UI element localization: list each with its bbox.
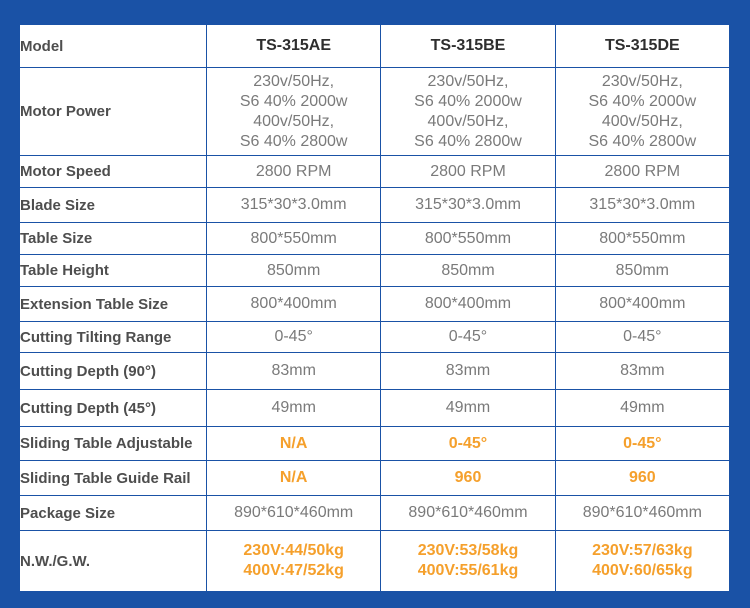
sliding-table-adjustable-value: N/A [207, 427, 381, 461]
cutting-depth-90-value: 83mm [381, 353, 555, 390]
package-size-value: 890*610*460mm [207, 496, 381, 531]
row-label-sliding-table-adjustable: Sliding Table Adjustable [20, 427, 207, 461]
spec-table-frame [19, 24, 730, 591]
value-line: 400v/50Hz, [601, 112, 683, 130]
table-row [20, 322, 730, 353]
sliding-table-guide-rail-value: 960 [381, 461, 555, 496]
model-header-label: Model [20, 25, 207, 68]
value-line: S6 40% 2000w [414, 92, 522, 110]
table-row [20, 68, 730, 156]
value-line: S6 40% 2800w [588, 132, 697, 150]
motor-speed-value: 2800 RPM [381, 156, 555, 188]
row-label-table-height: Table Height [20, 255, 207, 287]
value-line: 230v/50Hz, [601, 72, 683, 90]
sliding-table-guide-rail-value: N/A [207, 461, 381, 496]
extension-table-size-value: 800*400mm [381, 287, 555, 322]
row-label-extension-table-size: Extension Table Size [20, 287, 207, 322]
value-line: 230V:57/63kg [592, 542, 693, 559]
blade-size-value: 315*30*3.0mm [555, 188, 729, 223]
cutting-depth-45-value: 49mm [555, 390, 729, 427]
table-height-value: 850mm [207, 255, 381, 287]
row-label-motor-power: Motor Power [20, 68, 207, 156]
table-height-value: 850mm [381, 255, 555, 287]
package-size-value: 890*610*460mm [381, 496, 555, 531]
sliding-table-adjustable-value: 0-45° [381, 427, 555, 461]
table-height-value: 850mm [555, 255, 729, 287]
weight-value [207, 531, 381, 592]
row-label-blade-size: Blade Size [20, 188, 207, 223]
motor-speed-value: 2800 RPM [207, 156, 381, 188]
motor-speed-value: 2800 RPM [555, 156, 729, 188]
value-line: S6 40% 2800w [414, 132, 522, 150]
value-line: 400V:47/52kg [243, 562, 344, 579]
cutting-depth-45-value: 49mm [381, 390, 555, 427]
cutting-depth-90-value: 83mm [555, 353, 729, 390]
value-line: S6 40% 2000w [588, 92, 697, 110]
value-line: 400v/50Hz, [427, 112, 509, 130]
extension-table-size-value: 800*400mm [207, 287, 381, 322]
value-line: 400V:60/65kg [592, 562, 693, 579]
table-row [20, 427, 730, 461]
package-size-value: 890*610*460mm [555, 496, 729, 531]
row-label-cutting-depth-90: Cutting Depth (90°) [20, 353, 207, 390]
row-label-weight: N.W./G.W. [20, 531, 207, 592]
model-name-ts-315de: TS-315DE [555, 25, 729, 68]
weight-value [555, 531, 729, 592]
model-name-ts-315be: TS-315BE [381, 25, 555, 68]
cutting-tilting-range-value: 0-45° [555, 322, 729, 353]
value-line: 230V:53/58kg [417, 542, 519, 559]
table-row [20, 496, 730, 531]
sliding-table-guide-rail-value: 960 [555, 461, 729, 496]
spec-table [19, 24, 730, 592]
motor-power-value [555, 68, 729, 156]
extension-table-size-value: 800*400mm [555, 287, 729, 322]
row-label-sliding-table-guide-rail: Sliding Table Guide Rail [20, 461, 207, 496]
motor-power-value [207, 68, 381, 156]
table-row [20, 353, 730, 390]
table-row [20, 156, 730, 188]
header-row [20, 25, 730, 68]
cutting-depth-90-value: 83mm [207, 353, 381, 390]
blade-size-value: 315*30*3.0mm [207, 188, 381, 223]
value-line: S6 40% 2800w [239, 132, 348, 150]
value-line: 230v/50Hz, [427, 72, 509, 90]
value-line: S6 40% 2000w [239, 92, 348, 110]
row-label-motor-speed: Motor Speed [20, 156, 207, 188]
value-line: 230V:44/50kg [243, 542, 344, 559]
table-size-value: 800*550mm [381, 223, 555, 255]
row-label-table-size: Table Size [20, 223, 207, 255]
value-line: 230v/50Hz, [253, 72, 335, 90]
cutting-tilting-range-value: 0-45° [207, 322, 381, 353]
table-row [20, 390, 730, 427]
model-name-ts-315ae: TS-315AE [207, 25, 381, 68]
row-label-cutting-tilting-range: Cutting Tilting Range [20, 322, 207, 353]
value-line: 400V:55/61kg [417, 562, 519, 579]
table-row [20, 461, 730, 496]
table-row [20, 287, 730, 322]
row-label-package-size: Package Size [20, 496, 207, 531]
motor-power-value [381, 68, 555, 156]
table-row [20, 255, 730, 287]
sliding-table-adjustable-value: 0-45° [555, 427, 729, 461]
table-row [20, 531, 730, 592]
table-row [20, 223, 730, 255]
cutting-depth-45-value: 49mm [207, 390, 381, 427]
weight-value [381, 531, 555, 592]
value-line: 400v/50Hz, [253, 112, 335, 130]
blade-size-value: 315*30*3.0mm [381, 188, 555, 223]
table-size-value: 800*550mm [555, 223, 729, 255]
table-row [20, 188, 730, 223]
table-size-value: 800*550mm [207, 223, 381, 255]
cutting-tilting-range-value: 0-45° [381, 322, 555, 353]
row-label-cutting-depth-45: Cutting Depth (45°) [20, 390, 207, 427]
